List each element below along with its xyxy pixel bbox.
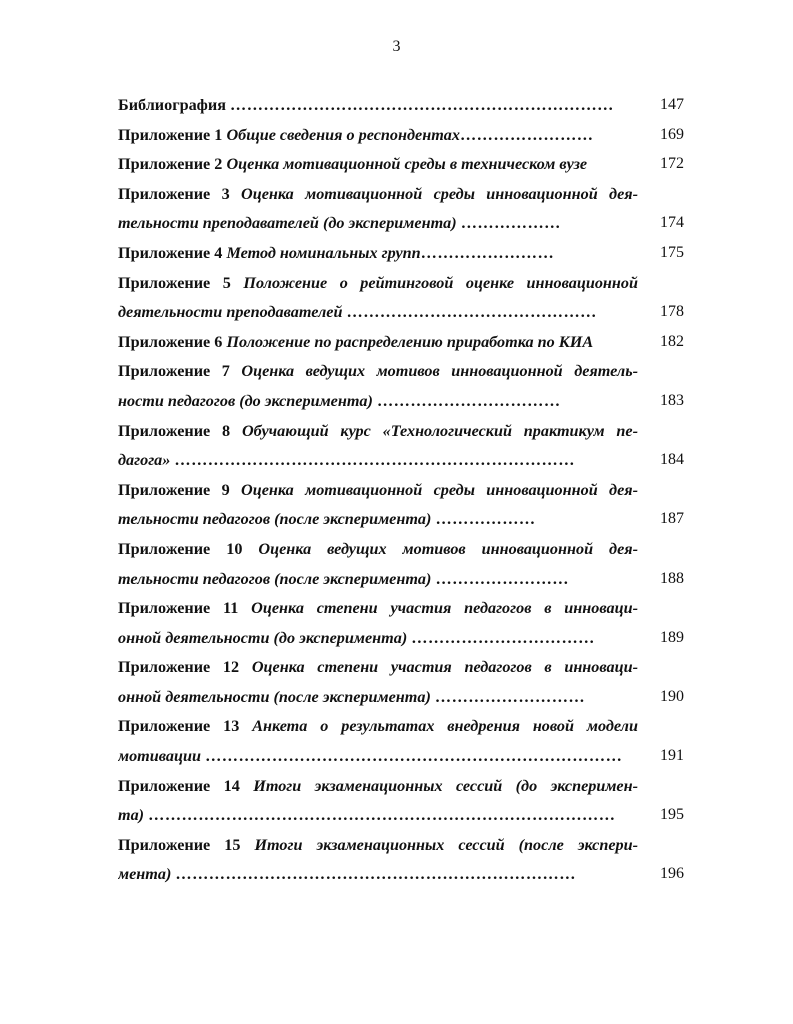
toc-entry-title: Положение по распределению приработка по КИА — [226, 332, 594, 351]
toc-entry-continuation — [118, 506, 684, 536]
toc-entry-title-continued: мотивации — [118, 747, 202, 766]
toc-entry-continuation — [118, 299, 684, 329]
toc-entry-continuation — [118, 802, 684, 832]
toc-entry-title-continued: онной деятельности (после эксперимента) — [118, 687, 431, 706]
toc-entry-continuation — [118, 625, 684, 655]
toc-entry-label: Приложение 10 — [118, 539, 243, 558]
toc-entry-page: 182 — [660, 332, 684, 350]
page-number: 3 — [392, 38, 401, 55]
toc-entry-label: Приложение 12 — [118, 658, 240, 677]
toc-entry-dots: …………………………… — [411, 628, 595, 647]
toc-entry-continuation — [118, 447, 684, 477]
toc-entry-label: Приложение 13 — [118, 717, 240, 736]
toc-entry-title-continued: тельности преподавателей (до эксперимента) — [118, 214, 457, 233]
toc-entry-line — [118, 654, 638, 684]
toc-entry-continuation — [118, 684, 684, 714]
toc-entry-title: Обучающий курс «Технологический практикум пе- — [241, 421, 638, 440]
toc-entry-dots: ……………… — [435, 510, 536, 529]
toc-entry-label: Приложение 6 — [118, 332, 223, 351]
toc-entry-title-continued: деятельности преподавателей — [118, 303, 343, 322]
toc-entry-dots: ……………………………………………………………… — [175, 865, 576, 884]
toc-entry-page: 178 — [660, 303, 684, 321]
toc-entry-title: Положение о рейтинговой оценке инновационной — [243, 273, 638, 292]
toc-entry-line — [118, 773, 638, 803]
toc-entry-line — [118, 595, 638, 625]
toc-entry-page: 184 — [660, 451, 684, 469]
toc-entry-line — [118, 713, 638, 743]
toc-entry-title-continued: тельности педагогов (после эксперимента) — [118, 569, 432, 588]
toc-entry-continuation — [118, 210, 684, 240]
toc-entry-continuation — [118, 388, 684, 418]
toc-entry-page: 195 — [660, 806, 684, 824]
toc-entry-continuation — [118, 743, 684, 773]
toc-entry-page: 147 — [660, 96, 684, 113]
toc-entry-dots: ………………………………………………………………………… — [148, 806, 616, 825]
toc-entry-line — [118, 358, 638, 388]
toc-entry-title: Оценка степени участия педагогов в инноваци- — [251, 599, 638, 618]
toc-entry-label: Приложение 1 — [118, 125, 223, 144]
toc-entry-label: Приложение 7 — [118, 362, 230, 381]
toc-entry-title-continued: та) — [118, 806, 145, 825]
toc-entry-line — [118, 477, 638, 507]
toc-entry-label: Приложение 14 — [118, 776, 240, 795]
toc-entry-page: 188 — [660, 569, 684, 587]
toc-entry-title: Анкета о результатах внедрения новой модели — [252, 717, 638, 736]
toc-entry-line — [118, 418, 638, 448]
toc-entry-label: Библиография — [118, 96, 226, 114]
toc-entry-title: Оценка степени участия педагогов в инноваци- — [251, 658, 638, 677]
toc-entry-label: Приложение 4 — [118, 243, 223, 262]
toc-entry-title: Оценка мотивационной среды инновационной дея- — [241, 480, 638, 499]
toc-entry-title: Итоги экзаменационных сессий (после экспери- — [254, 835, 638, 854]
toc-entry-dots: ………………………………………………………………… — [205, 747, 623, 766]
toc-entry-title: Оценка ведущих мотивов инновационной дея- — [258, 539, 638, 558]
toc-entry-dots: ……………… — [460, 214, 561, 233]
toc-entry-line — [118, 122, 684, 152]
toc-entry-page: 196 — [660, 865, 684, 883]
toc-entry-title-continued: дагога» — [118, 451, 171, 470]
toc-entry-dots: …………………………………………………………… — [230, 96, 614, 114]
toc-entry-page: 175 — [660, 243, 684, 261]
toc-entry-title: Общие сведения о респондентах — [226, 125, 460, 144]
toc-entry-dots: ……………………………………… — [346, 303, 597, 322]
toc-entry-line — [118, 92, 684, 122]
toc-entry-dots: ……………………… — [434, 687, 586, 706]
toc-entry-line — [118, 832, 638, 862]
toc-entry-page: 183 — [660, 391, 684, 409]
toc-entry-page: 191 — [660, 747, 684, 765]
toc-entry-title-continued: ности педагогов (до эксперимента) — [118, 391, 373, 410]
toc-entry-label: Приложение 15 — [118, 835, 241, 854]
toc-entry-dots: …………………………… — [376, 391, 561, 410]
toc-entry-label: Приложение 9 — [118, 480, 230, 499]
toc-entry-dots: …………………… — [420, 243, 555, 262]
toc-entry-page: 172 — [660, 155, 684, 173]
toc-entry-title: Итоги экзаменационных сессий (до эксперимен- — [253, 776, 638, 795]
toc-entry-page: 189 — [660, 628, 684, 646]
toc-entry-dots: …………………… — [435, 569, 569, 588]
toc-entry-line — [118, 270, 638, 300]
toc-entry-title-continued: тельности педагогов (после эксперимента) — [118, 510, 432, 529]
toc-entry-continuation — [118, 566, 684, 596]
toc-entry-dots: ……………………………………………………………… — [174, 451, 575, 470]
toc-entry-title: Оценка мотивационной среды инновационной дея- — [241, 184, 638, 203]
toc-entry-title: Метод номинальных групп — [226, 243, 421, 262]
toc-entry-page: 190 — [660, 687, 684, 705]
toc-entry-line — [118, 329, 684, 359]
toc-entry-label: Приложение 8 — [118, 421, 231, 440]
toc-entry-label: Приложение 5 — [118, 273, 231, 292]
toc-entry-page: 187 — [660, 510, 684, 528]
toc-entry-title: Оценка мотивационной среды в техническом вузе — [226, 155, 588, 174]
toc-entry-line — [118, 240, 684, 270]
toc-entry-line — [118, 181, 638, 211]
toc-entry-line — [118, 151, 684, 181]
table-of-contents — [118, 92, 684, 891]
toc-entry-title-continued: мента) — [118, 865, 172, 884]
toc-entry-label: Приложение 2 — [118, 155, 223, 174]
toc-entry-label: Приложение 3 — [118, 184, 230, 203]
toc-entry-title-continued: онной деятельности (до эксперимента) — [118, 628, 408, 647]
toc-entry-label: Приложение 11 — [118, 599, 239, 618]
toc-entry-title: Оценка ведущих мотивов инновационной деятель- — [241, 362, 638, 381]
toc-entry-continuation — [118, 861, 684, 891]
toc-entry-page: 174 — [660, 214, 684, 232]
toc-entry-page: 169 — [660, 125, 684, 143]
toc-entry-dots: …………………… — [459, 125, 594, 144]
toc-entry-line — [118, 536, 638, 566]
